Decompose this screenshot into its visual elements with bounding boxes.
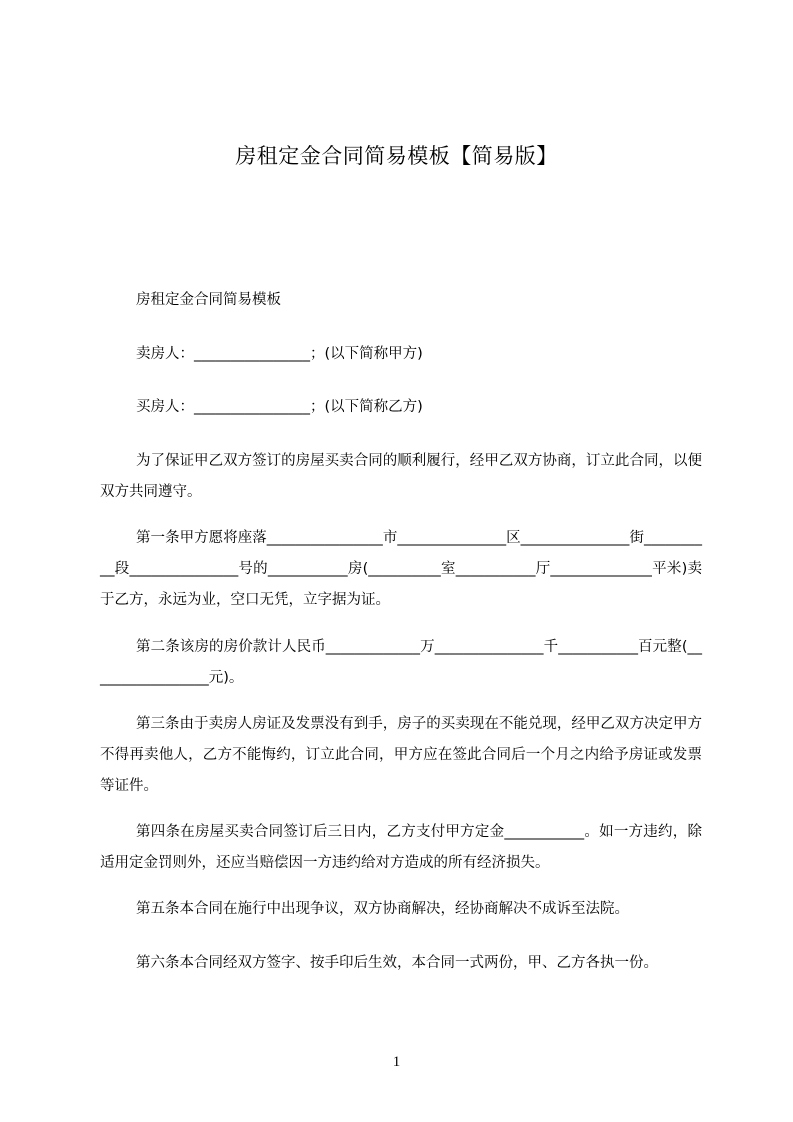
article-6-paragraph: 第六条本合同经双方签字、按手印后生效，本合同一式两份，甲、乙方各执一份。 xyxy=(136,955,658,971)
buyer-line: 买房人：________________；(以下简称乙方) xyxy=(136,399,423,415)
seller-line: 卖房人：________________；(以下简称甲方) xyxy=(136,346,423,362)
page-number: 1 xyxy=(392,1054,401,1070)
preamble-paragraph: 为了保证甲乙双方签订的房屋买卖合同的顺利履行，经甲乙双方协商，订立此合同，以便双方共同遵守。 xyxy=(100,453,702,500)
document-title: 房租定金合同简易模板【简易版】 xyxy=(235,144,558,168)
article-3-paragraph: 第三条由于卖房人房证及发票没有到手，房子的买卖现在不能兑现，经甲乙双方决定甲方不得再卖他人，乙方不能悔约，订立此合同，甲方应在签此合同后一个月之内给予房证或发票等证件。 xyxy=(100,716,702,794)
article-2-paragraph: 第二条该房的房价款计人民币_____________万_______________千___________百元整(_________________元)。 xyxy=(100,639,702,686)
document-subtitle: 房租定金合同简易模板 xyxy=(136,292,281,308)
article-4-paragraph: 第四条在房屋买卖合同签订后三日内，乙方支付甲方定金___________。如一方违约，除适用定金罚则外，还应当赔偿因一方违约给对方造成的所有经济损失。 xyxy=(100,824,702,871)
article-1-paragraph: 第一条甲方愿将座落________________市_______________区_______________街__________段_______________号的___________房(__________室___________厅______________平米)卖于乙方，永远为业，空口无凭，立字据为证。 xyxy=(100,530,702,608)
article-5-paragraph: 第五条本合同在施行中出现争议，双方协商解决，经协商解决不成诉至法院。 xyxy=(136,901,629,917)
